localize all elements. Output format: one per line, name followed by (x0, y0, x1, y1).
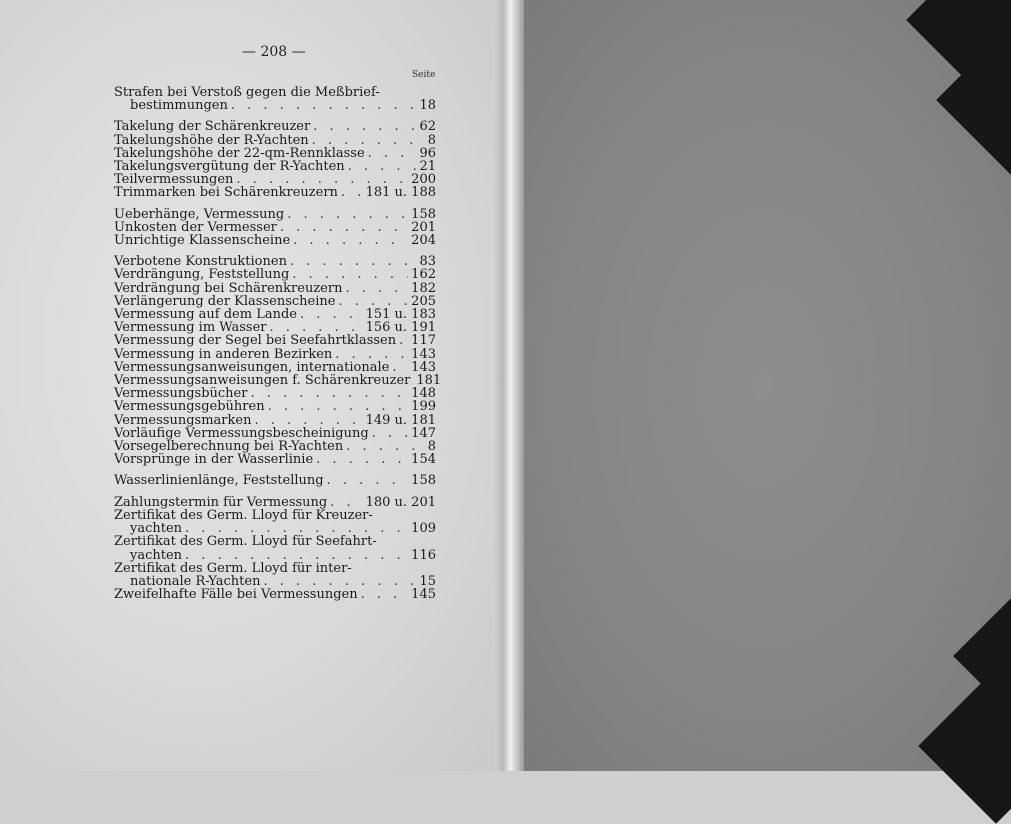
index-entry-page: 181 u. 188 (365, 185, 436, 201)
index-entry (114, 234, 436, 247)
index-entry-name: Teilvermessungen (114, 172, 234, 188)
index-entry (114, 186, 436, 199)
index-entry-name: Vermessungsanweisungen, internationale (114, 359, 390, 375)
index-entry-name: Vorsegelberechnung bei R-Yachten (114, 439, 344, 455)
index-entry-name: Verdrängung bei Schärenkreuzern (114, 280, 343, 296)
index-entry-page: 109 (411, 521, 436, 537)
leader-dots (290, 255, 417, 268)
leader-dots (287, 208, 408, 221)
leader-dots (300, 308, 363, 321)
leader-dots (372, 427, 409, 440)
index-entry-name: Vermessungsanweisungen f. Schärenkreuzer (114, 373, 411, 389)
index-entry-line1: Zertifikat des Germ. Lloyd für inter- (114, 560, 352, 576)
index-entry-page: 162 (411, 267, 436, 283)
leader-dots (231, 99, 417, 112)
index-entry-name: Trimmarken bei Schärenkreuzern (114, 185, 338, 201)
index-entry-name: Vermessung in anderen Bezirken (114, 346, 333, 362)
index-entry (114, 400, 436, 413)
index-entry-page: 158 (411, 206, 436, 222)
index-entry-name: Vermessungsbücher (114, 386, 248, 402)
index-entry-name: Wasserlinienlänge, Feststellung (114, 473, 324, 489)
index-entry-page: 149 u. 181 (365, 412, 436, 428)
leader-dots (185, 549, 408, 562)
leader-dots (185, 522, 408, 535)
index-entry-name: Verdrängung, Feststellung (114, 267, 290, 283)
index-entry-page: 8 (427, 439, 436, 455)
index-entry-name: Unrichtige Klassenscheine (114, 233, 291, 249)
index-entry-name: Zahlungstermin für Vermessung (114, 494, 328, 510)
leader-dots (250, 387, 408, 400)
index-entry-line1: Strafen bei Verstoß gegen die Meßbrief- (114, 85, 380, 100)
index-entry (114, 334, 436, 347)
index-entry-name: Vermessung der Segel bei Seefahrtklassen (114, 333, 397, 349)
index-entry-name: Vermessungsgebühren (114, 399, 265, 415)
index-entry-page: 143 (411, 359, 436, 375)
leader-dots (254, 414, 362, 427)
index-entry-line1: Zertifikat des Germ. Lloyd für Kreuzer- (114, 507, 373, 523)
leader-dots (330, 496, 362, 509)
page-number: — 208 — (242, 44, 306, 60)
index-entry-page: 154 (411, 452, 436, 468)
index-entry-name: Verlängerung der Klassenscheine (114, 293, 336, 309)
leader-dots (280, 221, 408, 234)
index-entry (114, 99, 436, 112)
leader-dots (327, 474, 409, 487)
index-entry-page: 158 (411, 473, 436, 489)
index-entry-name: Vorläufige Vermessungsbescheinigung (114, 425, 369, 441)
index-entry-page: 21 (419, 159, 436, 175)
index-entry-page: 201 (411, 219, 436, 235)
index-list (114, 85, 442, 603)
index-entry (114, 588, 436, 601)
index-entry-page: 180 u. 201 (365, 494, 436, 510)
leader-dots (399, 334, 408, 347)
leader-dots (316, 453, 408, 466)
index-entry (114, 496, 436, 509)
index-entry-name: yachten (130, 547, 183, 563)
index-entry-page: 151 u. 183 (365, 307, 436, 323)
index-entry (114, 208, 436, 221)
leader-dots (361, 588, 409, 601)
index-entry-page: 62 (419, 119, 436, 135)
leader-dots (292, 268, 408, 281)
index-entry-page: 147 (411, 425, 436, 441)
leader-dots (335, 348, 408, 361)
index-entry-page: 15 (419, 573, 436, 589)
index-entry-name: Takelungshöhe der 22-qm-Rennklasse (114, 145, 365, 161)
index-entry-page: 204 (411, 233, 436, 249)
index-entry (114, 120, 436, 133)
leader-dots (312, 134, 425, 147)
leader-dots (348, 160, 417, 173)
index-entry-name: Takelungsvergütung der R-Yachten (114, 159, 345, 175)
index-entry-page: 145 (411, 587, 436, 603)
index-entry (114, 453, 436, 466)
index-entry-page: 116 (411, 547, 436, 563)
index-entry-page: 199 (411, 399, 436, 415)
book-spine (494, 0, 524, 771)
index-entry-name: Vorsprünge in der Wasserlinie (114, 452, 314, 468)
index-entry-name: Unkosten der Vermesser (114, 219, 277, 235)
index-entry-page: 148 (411, 386, 436, 402)
leader-dots (293, 234, 408, 247)
index-entry-name: Ueberhänge, Vermessung (114, 206, 285, 222)
index-entry-page: 205 (411, 293, 436, 309)
index-entry (114, 414, 436, 427)
index-entry-page: 156 u. 191 (365, 320, 436, 336)
index-entry-name: Vermessungsmarken (114, 412, 252, 428)
index-entry (114, 134, 436, 147)
index-entry-page: 18 (419, 98, 436, 114)
leader-dots (345, 282, 408, 295)
leader-dots (268, 400, 409, 413)
index-entry (114, 268, 436, 281)
index-entry-page: 182 (411, 280, 436, 296)
column-header-seite: Seite (412, 70, 436, 80)
index-entry (114, 549, 436, 562)
index-entry-name: yachten (130, 521, 183, 537)
index-entry-page: 143 (411, 346, 436, 362)
index-entry-name: bestimmungen (130, 98, 228, 114)
index-entry-name: Verbotene Konstruktionen (114, 254, 287, 270)
index-entry-page: 96 (419, 145, 436, 161)
leader-dots (313, 120, 416, 133)
index-entry-page: 8 (427, 132, 436, 148)
index-entry-name: Takelungshöhe der R-Yachten (114, 132, 309, 148)
index-entry-name: Vermessung im Wasser (114, 320, 267, 336)
index-entry-name: Vermessung auf dem Lande (114, 307, 297, 323)
index-entry-line1: Zertifikat des Germ. Lloyd für Seefahrt- (114, 534, 377, 550)
index-entry-page: 83 (419, 254, 436, 270)
index-entry-name: Zweifelhafte Fälle bei Vermessungen (114, 587, 358, 603)
leader-dots (341, 186, 363, 199)
index-entry (114, 282, 436, 295)
index-entry-page: 181 (416, 373, 442, 389)
index-entry (114, 522, 436, 535)
leader-dots (368, 147, 417, 160)
index-entry-name: nationale R-Yachten (130, 573, 261, 589)
index-entry-page: 117 (411, 333, 436, 349)
index-entry-name: Takelung der Schärenkreuzer (114, 119, 311, 135)
index-entry (114, 348, 436, 361)
right-page-blank (516, 0, 1011, 771)
index-entry-page: 200 (411, 172, 436, 188)
index-entry (114, 474, 436, 487)
